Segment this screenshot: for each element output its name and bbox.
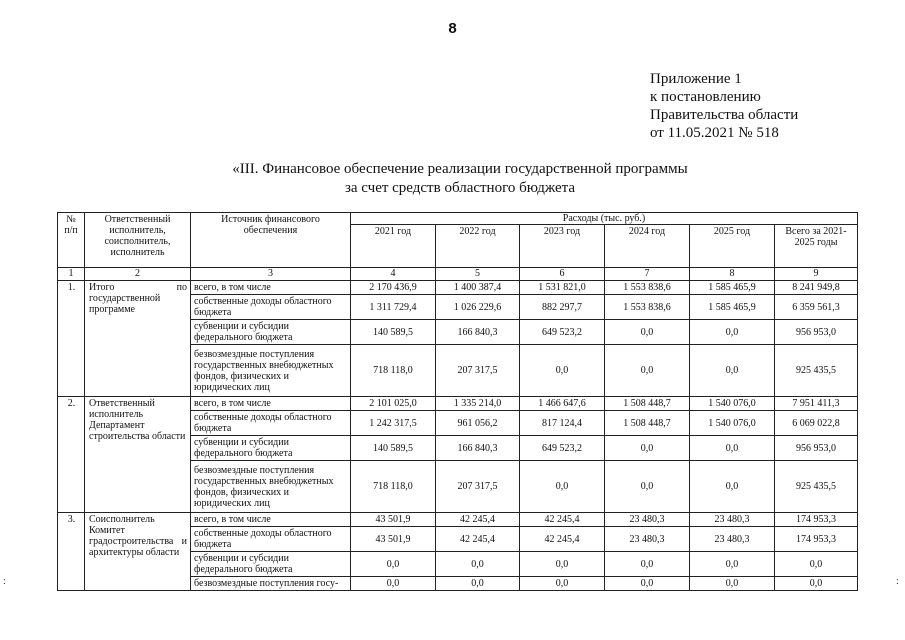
total-cell: 956 953,0 bbox=[775, 436, 858, 461]
column-number: 7 bbox=[605, 268, 690, 281]
column-number: 1 bbox=[58, 268, 85, 281]
year-value-cell: 1 466 647,6 bbox=[520, 397, 605, 411]
year-value-cell: 0,0 bbox=[520, 552, 605, 577]
year-value-cell: 43 501,9 bbox=[351, 513, 436, 527]
year-value-cell: 1 508 448,7 bbox=[605, 397, 690, 411]
appendix-block bbox=[650, 70, 798, 142]
year-value-cell: 1 540 076,0 bbox=[690, 411, 775, 436]
source-cell: собственные доходы областного бюджета bbox=[191, 411, 351, 436]
column-number: 8 bbox=[690, 268, 775, 281]
financing-table bbox=[57, 212, 858, 591]
header-year: 2021 год bbox=[351, 225, 436, 268]
section-title-line: за счет средств областного бюджета bbox=[344, 180, 576, 196]
source-cell: собственные доходы областного бюджета bbox=[191, 527, 351, 552]
year-value-cell: 0,0 bbox=[690, 552, 775, 577]
year-value-cell: 0,0 bbox=[605, 320, 690, 345]
year-value-cell: 1 585 465,9 bbox=[690, 281, 775, 295]
year-value-cell: 207 317,5 bbox=[436, 461, 520, 513]
table-body bbox=[58, 281, 858, 591]
year-value-cell: 0,0 bbox=[520, 577, 605, 591]
source-cell: субвенции и субсидии федерального бюджета bbox=[191, 436, 351, 461]
appendix-line: к постановлению bbox=[650, 89, 761, 105]
year-value-cell: 0,0 bbox=[605, 577, 690, 591]
year-value-cell: 23 480,3 bbox=[690, 513, 775, 527]
year-value-cell: 1 540 076,0 bbox=[690, 397, 775, 411]
header-total: Всего за 2021-2025 годы bbox=[775, 225, 858, 268]
executor-cell: Итого по государственной программе bbox=[85, 281, 191, 397]
source-cell: всего, в том числе bbox=[191, 281, 351, 295]
source-cell: всего, в том числе bbox=[191, 513, 351, 527]
year-value-cell: 1 508 448,7 bbox=[605, 411, 690, 436]
column-number: 5 bbox=[436, 268, 520, 281]
year-value-cell: 1 242 317,5 bbox=[351, 411, 436, 436]
year-value-cell: 649 523,2 bbox=[520, 320, 605, 345]
total-cell: 7 951 411,3 bbox=[775, 397, 858, 411]
scan-margin-mark: : bbox=[896, 576, 899, 587]
year-value-cell: 0,0 bbox=[436, 552, 520, 577]
column-number: 6 bbox=[520, 268, 605, 281]
header-year: 2024 год bbox=[605, 225, 690, 268]
year-value-cell: 23 480,3 bbox=[605, 527, 690, 552]
total-cell: 956 953,0 bbox=[775, 320, 858, 345]
year-value-cell: 0,0 bbox=[690, 320, 775, 345]
total-cell: 174 953,3 bbox=[775, 513, 858, 527]
header-expenses: Расходы (тыс. руб.) bbox=[351, 213, 858, 225]
source-cell: субвенции и субсидии федерального бюджета bbox=[191, 552, 351, 577]
year-value-cell: 42 245,4 bbox=[520, 513, 605, 527]
year-value-cell: 882 297,7 bbox=[520, 295, 605, 320]
year-value-cell: 166 840,3 bbox=[436, 320, 520, 345]
source-cell: субвенции и субсидии федерального бюджета bbox=[191, 320, 351, 345]
year-value-cell: 961 056,2 bbox=[436, 411, 520, 436]
appendix-line: от 11.05.2021 № 518 bbox=[650, 125, 779, 141]
year-value-cell: 1 531 821,0 bbox=[520, 281, 605, 295]
total-cell: 8 241 949,8 bbox=[775, 281, 858, 295]
year-value-cell: 166 840,3 bbox=[436, 436, 520, 461]
total-cell: 174 953,3 bbox=[775, 527, 858, 552]
year-value-cell: 42 245,4 bbox=[436, 513, 520, 527]
year-value-cell: 1 585 465,9 bbox=[690, 295, 775, 320]
header-year: 2022 год bbox=[436, 225, 520, 268]
total-cell: 6 069 022,8 bbox=[775, 411, 858, 436]
header-year: 2023 год bbox=[520, 225, 605, 268]
year-value-cell: 0,0 bbox=[520, 461, 605, 513]
column-number: 9 bbox=[775, 268, 858, 281]
source-cell: безвозмездные поступления государственных внебюджетных фондов, физических и юридических лиц bbox=[191, 461, 351, 513]
year-value-cell: 1 335 214,0 bbox=[436, 397, 520, 411]
year-value-cell: 817 124,4 bbox=[520, 411, 605, 436]
year-value-cell: 0,0 bbox=[520, 345, 605, 397]
row-number: 3. bbox=[58, 513, 85, 591]
year-value-cell: 0,0 bbox=[605, 345, 690, 397]
year-value-cell: 0,0 bbox=[605, 552, 690, 577]
row-number: 1. bbox=[58, 281, 85, 397]
column-number: 4 bbox=[351, 268, 436, 281]
year-value-cell: 1 400 387,4 bbox=[436, 281, 520, 295]
header-year: 2025 год bbox=[690, 225, 775, 268]
total-cell: 925 435,5 bbox=[775, 345, 858, 397]
total-cell: 6 359 561,3 bbox=[775, 295, 858, 320]
year-value-cell: 42 245,4 bbox=[520, 527, 605, 552]
year-value-cell: 2 101 025,0 bbox=[351, 397, 436, 411]
year-value-cell: 2 170 436,9 bbox=[351, 281, 436, 295]
executor-cell: Соисполнитель Комитет градостроительства и архитектуры области bbox=[85, 513, 191, 591]
header-source: Источник финансового обеспечения bbox=[191, 213, 351, 268]
header-num: № п/п bbox=[58, 213, 85, 268]
total-cell: 925 435,5 bbox=[775, 461, 858, 513]
year-value-cell: 649 523,2 bbox=[520, 436, 605, 461]
year-value-cell: 0,0 bbox=[351, 577, 436, 591]
total-cell: 0,0 bbox=[775, 577, 858, 591]
header-executor: Ответственный исполнитель, соисполнитель, исполнитель bbox=[85, 213, 191, 268]
year-value-cell: 718 118,0 bbox=[351, 461, 436, 513]
year-value-cell: 718 118,0 bbox=[351, 345, 436, 397]
year-value-cell: 1 311 729,4 bbox=[351, 295, 436, 320]
source-cell: безвозмездные поступления госу- bbox=[191, 577, 351, 591]
year-value-cell: 207 317,5 bbox=[436, 345, 520, 397]
table-row bbox=[58, 281, 858, 295]
table-row bbox=[58, 513, 858, 527]
table-row bbox=[58, 397, 858, 411]
year-value-cell: 0,0 bbox=[605, 461, 690, 513]
source-cell: всего, в том числе bbox=[191, 397, 351, 411]
year-value-cell: 0,0 bbox=[690, 577, 775, 591]
year-value-cell: 0,0 bbox=[436, 577, 520, 591]
year-value-cell: 42 245,4 bbox=[436, 527, 520, 552]
year-value-cell: 1 553 838,6 bbox=[605, 295, 690, 320]
appendix-line: Приложение 1 bbox=[650, 71, 742, 87]
year-value-cell: 23 480,3 bbox=[690, 527, 775, 552]
year-value-cell: 23 480,3 bbox=[605, 513, 690, 527]
year-value-cell: 0,0 bbox=[690, 345, 775, 397]
year-value-cell: 1 026 229,6 bbox=[436, 295, 520, 320]
section-title-line: «III. Финансовое обеспечение реализации государственной программы bbox=[232, 161, 688, 177]
total-cell: 0,0 bbox=[775, 552, 858, 577]
executor-cell: Ответственный исполнитель Департамент строительства области bbox=[85, 397, 191, 513]
year-value-cell: 0,0 bbox=[351, 552, 436, 577]
column-number: 2 bbox=[85, 268, 191, 281]
row-number: 2. bbox=[58, 397, 85, 513]
source-cell: безвозмездные поступления государственных внебюджетных фондов, физических и юридических лиц bbox=[191, 345, 351, 397]
section-title bbox=[140, 160, 780, 198]
source-cell: собственные доходы областного бюджета bbox=[191, 295, 351, 320]
year-value-cell: 0,0 bbox=[605, 436, 690, 461]
year-value-cell: 0,0 bbox=[690, 436, 775, 461]
page-number: 8 bbox=[448, 20, 457, 37]
year-value-cell: 140 589,5 bbox=[351, 320, 436, 345]
year-value-cell: 140 589,5 bbox=[351, 436, 436, 461]
year-value-cell: 1 553 838,6 bbox=[605, 281, 690, 295]
year-value-cell: 0,0 bbox=[690, 461, 775, 513]
year-value-cell: 43 501,9 bbox=[351, 527, 436, 552]
appendix-line: Правительства области bbox=[650, 107, 799, 123]
scan-margin-mark: : bbox=[3, 576, 6, 587]
column-number: 3 bbox=[191, 268, 351, 281]
